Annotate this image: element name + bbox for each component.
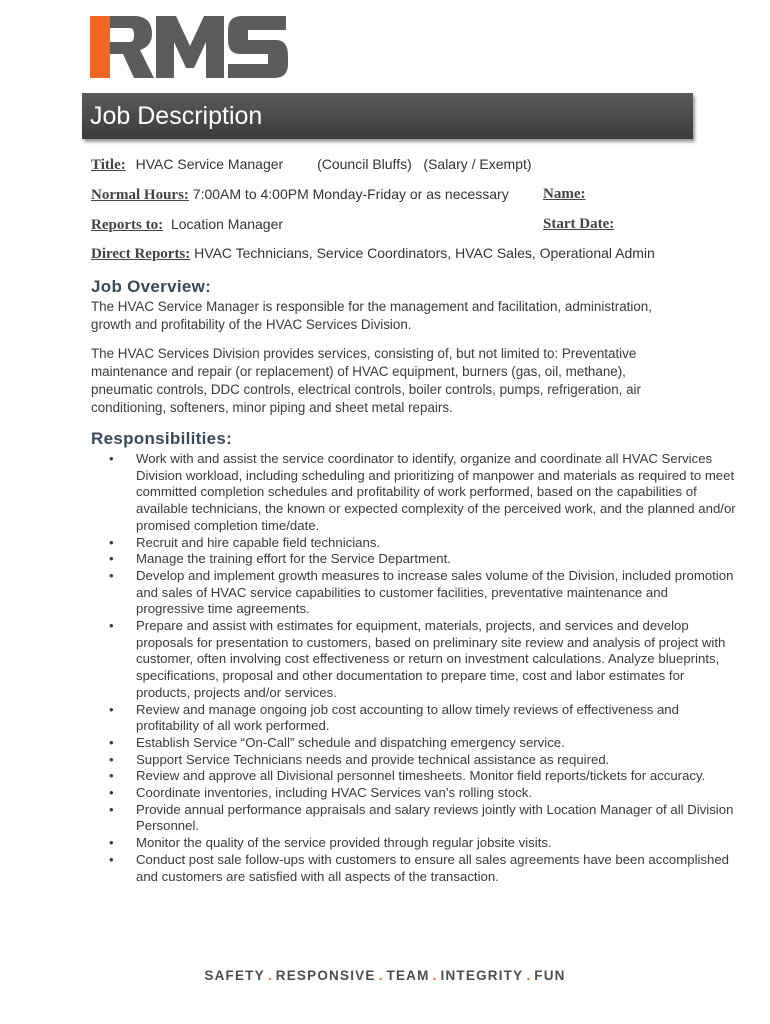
footer-values <box>0 968 770 983</box>
footer-separator: . <box>267 968 273 983</box>
hours-row <box>91 186 691 204</box>
title-row <box>91 156 532 174</box>
footer-value-safety: SAFETY <box>204 968 265 983</box>
footer-separator: . <box>526 968 532 983</box>
list-item: • Manage the training effort for the Service Department. <box>136 551 736 568</box>
footer-separator: . <box>432 968 438 983</box>
footer-value-fun: FUN <box>534 968 566 983</box>
footer-separator: . <box>378 968 384 983</box>
reports-row <box>91 216 691 234</box>
rms-logo <box>90 16 290 78</box>
footer-value-responsive: RESPONSIVE <box>275 968 376 983</box>
list-item: • Provide annual performance appraisals and salary reviews jointly with Location Manager of all Division Personnel. <box>136 802 736 835</box>
overview-heading: Job Overview: <box>91 277 212 296</box>
direct-reports-value: HVAC Technicians, Service Coordinators, HVAC Sales, Operational Admin <box>194 245 655 261</box>
overview-paragraph-1: The HVAC Service Manager is responsible for the management and facilitation, administration, growth and profitability of the HVAC Services Division. <box>91 299 652 332</box>
responsibilities-heading: Responsibilities: <box>91 429 233 448</box>
start-date-label: Start Date: <box>543 216 615 232</box>
list-item: • Coordinate inventories, including HVAC Services van’s rolling stock. <box>136 785 736 802</box>
page-title: Job Description <box>90 102 263 130</box>
list-item: • Review and manage ongoing job cost accounting to allow timely reviews of effectiveness and profitability of all work performed. <box>136 702 736 735</box>
direct-reports-label: Direct Reports: <box>91 246 191 262</box>
list-item: • Review and approve all Divisional personnel timesheets. Monitor field reports/tickets for accuracy. <box>136 768 736 785</box>
list-item: • Conduct post sale follow-ups with customers to ensure all sales agreements have been accomplished and customers are satisfied with all aspects of the transaction. <box>136 852 736 885</box>
title-label: Title: <box>91 157 126 173</box>
responsibilities-list <box>91 451 736 885</box>
title-value: HVAC Service Manager <box>135 156 284 172</box>
list-item: • Recruit and hire capable field technicians. <box>136 535 736 552</box>
direct-reports-row <box>91 245 655 263</box>
reports-value: Location Manager <box>170 216 284 232</box>
overview-paragraph-2: The HVAC Services Division provides services, consisting of, but not limited to: Preventative maintenance and repair (or replacement) of HVAC equipment, burners (gas, oil, methane), pneumatic controls, DDC controls, electrical controls, boiler controls, pumps, refrigeration, air conditioning, softeners, minor piping and sheet metal repairs. <box>91 346 641 415</box>
list-item: • Monitor the quality of the service provided through regular jobsite visits. <box>136 835 736 852</box>
list-item: • Work with and assist the service coordinator to identify, organize and coordinate all HVAC Services Division workload, including scheduling and prioritizing of manpower and materials as required to meet committed completion schedules and profitability of work performed, based on the capabilities of available technicians, the known or expected complexity of the perceived work, and the planned and/or promised completion time/date. <box>136 451 736 535</box>
list-item: • Prepare and assist with estimates for equipment, materials, projects, and services and develop proposals for presentation to customers, based on preliminary site review and analysis of project with customer, often involving cost effectiveness or return on investment calculations. Analyze blueprints, specifications, proposal and other documentation to prepare time, cost and labor estimates for products, projects and/or services. <box>136 618 736 702</box>
name-label: Name: <box>543 186 586 202</box>
job-description-banner <box>82 93 693 139</box>
list-item: • Develop and implement growth measures to increase sales volume of the Division, included promotion and sales of HVAC service capabilities to customer facilities, preventative maintenance and progressive time agreements. <box>136 568 736 618</box>
footer-value-team: TEAM <box>386 968 430 983</box>
title-extra: (Council Bluffs) (Salary / Exempt) <box>317 156 532 172</box>
reports-label: Reports to: <box>91 217 164 233</box>
hours-value: 7:00AM to 4:00PM Monday-Friday or as necessary <box>192 186 509 202</box>
list-item: • Support Service Technicians needs and provide technical assistance as required. <box>136 752 736 769</box>
footer-value-integrity: INTEGRITY <box>440 968 524 983</box>
hours-label: Normal Hours: <box>91 187 189 203</box>
list-item: • Establish Service “On-Call” schedule and dispatching emergency service. <box>136 735 736 752</box>
